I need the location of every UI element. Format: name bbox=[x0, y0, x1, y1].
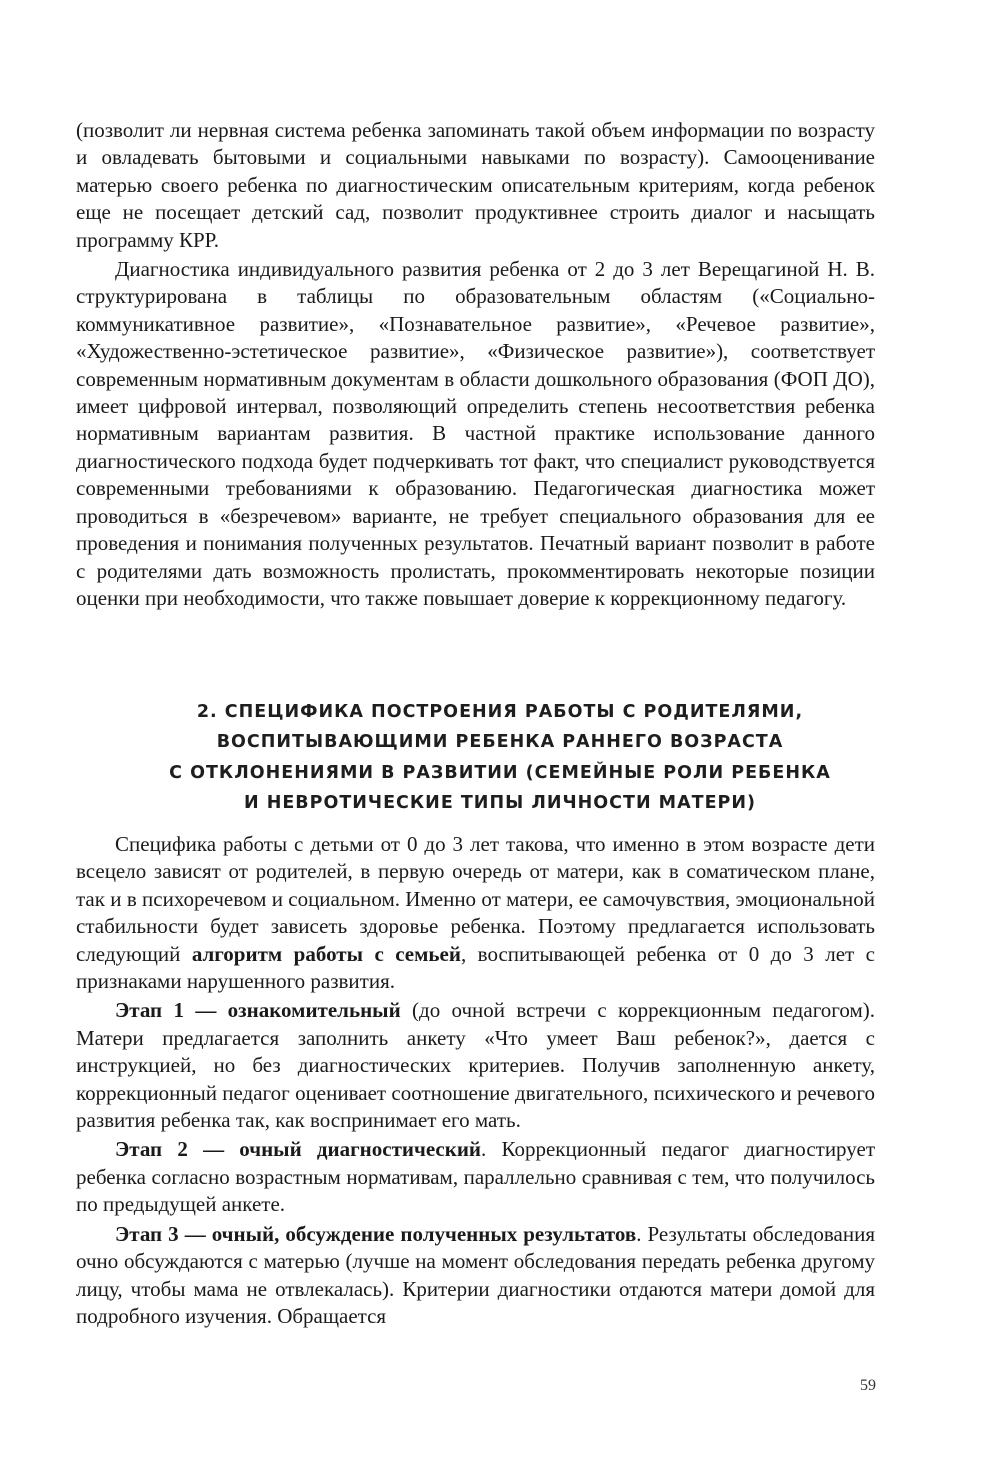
paragraph-3 bbox=[76, 831, 875, 995]
paragraph-stage-2 bbox=[76, 1136, 875, 1218]
paragraph-3-emphasis: алгоритм работы с семьей bbox=[191, 941, 461, 966]
section-heading bbox=[120, 697, 880, 818]
stage-1-title: Этап 1 — ознакомительный bbox=[115, 998, 401, 1023]
paragraph-2: Диагностика индивидуального развития ребенка от 2 до 3 лет Верещагиной Н. В. структурирована в таблицы по образовательным областям («Социально-коммуникативное развитие», «Познавательное развитие», «Речевое развитие», «Художественно-эстетическое развитие», «Физическое развитие»), соответствует современным нормативным документам в области дошкольного образования (ФОП ДО), имеет цифровой интервал, позволяющий определить степень несоответствия ребенка нормативным вариантам развития. В частной практике использование данного диагностического подхода будет подчеркивать тот факт, что специалист руководствуется современными требованиями к образованию. Педагогическая диагностика может проводиться в «безречевом» варианте, не требует специального образования для ее проведения и понимания полученных результатов. Печатный вариант позволит в работе с родителями дать возможность пролистать, прокомментировать некоторые позиции оценки при необходимости, что также повышает доверие к коррекционному педагогу. bbox=[76, 257, 875, 610]
stage-3-title: Этап 3 — очный, обсуждение полученных результатов bbox=[115, 1221, 637, 1246]
paragraph-1: (позволит ли нервная система ребенка запоминать такой объем информации по возрасту и овладевать бытовыми и социальными навыками по возрасту). Самооценивание матерью своего ребенка по диагностическим описательным критериям, когда ребенок еще не посещает детский сад, позволит продуктивнее строить диалог и насыщать программу КРР. bbox=[76, 118, 875, 252]
section-heading-line-1: 2. СПЕЦИФИКА ПОСТРОЕНИЯ РАБОТЫ С РОДИТЕЛЯМИ, bbox=[196, 702, 804, 722]
stage-1-text: (до очной встречи с коррекционным педагогом). Матери предлагается заполнить анкету «Что умеет Ваш ребенок?», дается с инструкцией, но без диагностических критериев. Получив заполненную анкету, коррекционный педагог оценивает соотношение двигательного, психического и речевого развития ребенка так, как воспринимает его мать. bbox=[76, 998, 876, 1133]
paragraph-3-text-start: Специфика работы с детьми от 0 до 3 лет такова, что именно в этом возрасте дети всецело зависят от родителей, в первую очередь от матери, как в соматическом плане, так и в психоречевом и социальном. Именно от матери, ее самочувствия, эмоциональной стабильности будет зависеть здоровье ребенка. Поэтому предлагается использовать следующий bbox=[76, 832, 875, 966]
section-heading-line-2: ВОСПИТЫВАЮЩИМИ РЕБЕНКА РАННЕГО ВОЗРАСТА bbox=[216, 732, 784, 753]
section-heading-line-4: И НЕВРОТИЧЕСКИЕ ТИПЫ ЛИЧНОСТИ МАТЕРИ) bbox=[243, 792, 757, 813]
paragraph-3-text-end: , воспитывающей ребенка от 0 до 3 лет с признаками нарушенного развития. bbox=[76, 941, 875, 994]
stage-2-title: Этап 2 — очный диагностический bbox=[115, 1137, 482, 1162]
section-heading-line-3: С ОТКЛОНЕНИЯМИ В РАЗВИТИИ (СЕМЕЙНЫЕ РОЛИ РЕБЕНКА bbox=[169, 762, 831, 783]
paragraph-stage-3 bbox=[76, 1221, 875, 1331]
paragraph-stage-1 bbox=[76, 997, 875, 1134]
page-number: 59 bbox=[860, 1377, 876, 1394]
top-text-block bbox=[76, 117, 875, 612]
stage-3-text: . Результаты обследования очно обсуждаются с матерью (лучше на момент обследования передать ребенка другому лицу, чтобы мама не отвлекалась). Критерии диагностики отдаются матери домой для подробного изучения. Обращается bbox=[76, 1221, 875, 1328]
stage-2-text: . Коррекционный педагог диагностирует ребенка согласно возрастным нормативам, параллельно сравнивая с тем, что получилось по предыдущей анкете. bbox=[76, 1137, 875, 1217]
bottom-text-block bbox=[76, 831, 875, 1330]
